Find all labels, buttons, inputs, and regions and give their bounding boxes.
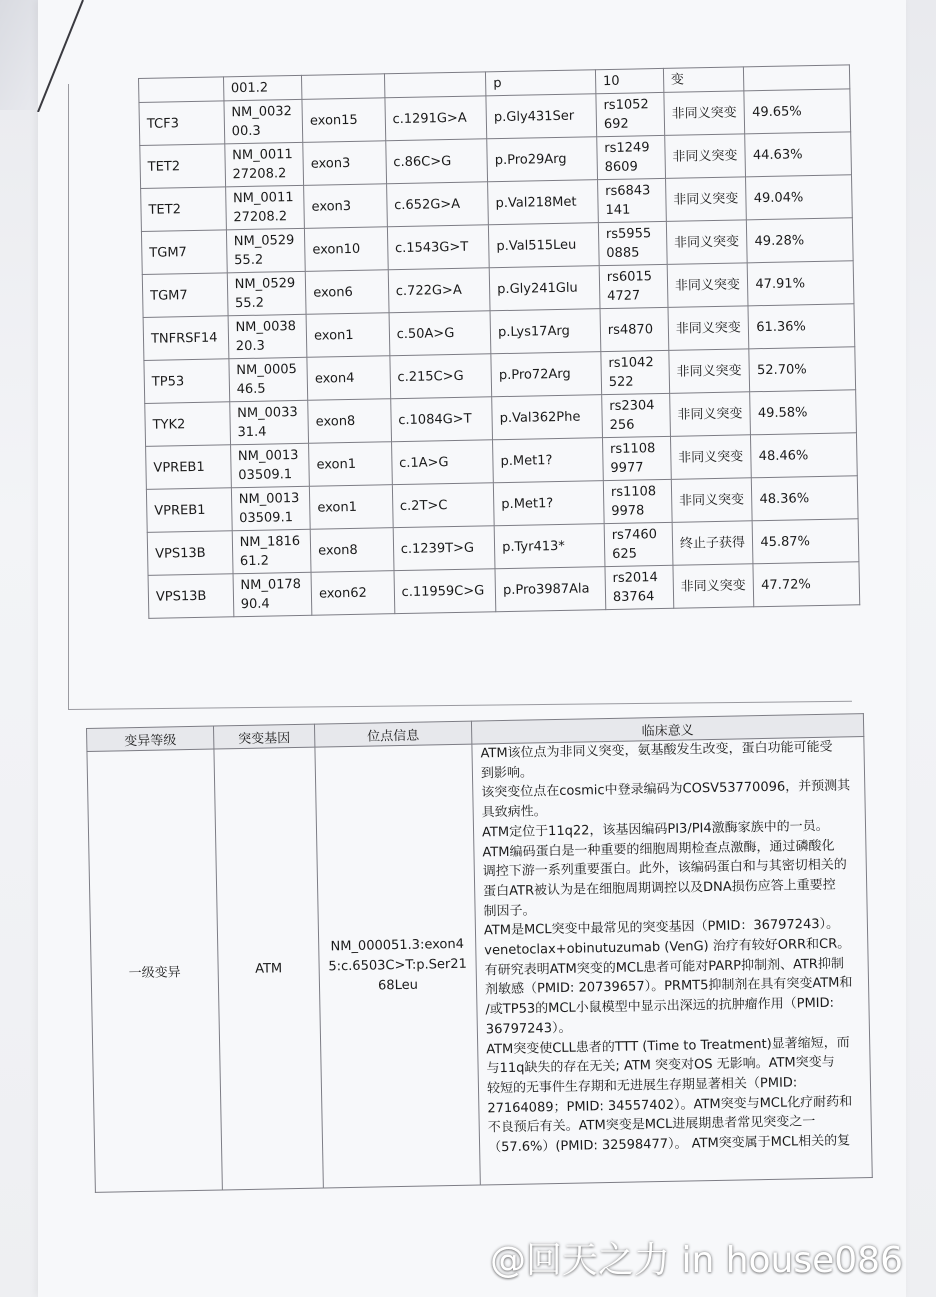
significance-line: 剂敏感（PMID: 20739657）。PRMT5抑制剂在具有突变ATM和 (484, 975, 853, 998)
significance-line: ATM定位于11q22，该基因编码PI3/PI4激酶家族中的一员。 (481, 818, 829, 841)
variant-frequency-cell: 45.87% (752, 519, 858, 564)
significance-line: 36797243）。 (485, 1020, 572, 1038)
variant-rsid-cell: rs59550885 (598, 221, 667, 265)
variant-gene-cell: VPREB1 (146, 445, 231, 490)
variant-frequency-cell: 52.70% (749, 347, 855, 392)
variant-hgvs-c-cell: c.1239T>G (393, 526, 495, 571)
variant-rsid-cell: rs1042522 (601, 350, 670, 394)
variant-type-cell: 非同义突变 (667, 263, 748, 308)
variant-transcript-cell: NM_052955.2 (226, 228, 305, 272)
variant-hgvs-p-cell: p.Lys17Arg (490, 309, 601, 354)
variant-exon-cell: exon8 (310, 528, 393, 573)
significance-line: 与11q缺失的存在无关; ATM 突变对OS 无影响。ATM突变与 (486, 1054, 835, 1077)
variant-hgvs-p-cell: p.Val362Phe (492, 395, 603, 440)
variant-gene-cell: TYK2 (145, 402, 230, 447)
variant-rsid-cell: rs1052692 (596, 92, 665, 136)
variant-type-cell: 非同义突变 (668, 306, 749, 351)
variant-hgvs-p-cell: p.Val515Leu (488, 223, 599, 268)
watermark: @回天之力 in house086 (490, 1240, 903, 1281)
site-info-cell (315, 744, 480, 1188)
variant-hgvs-c-cell: c.11959C>G (394, 569, 496, 614)
clinical-significance-table (86, 713, 873, 1193)
variant-hgvs-c-cell (384, 72, 486, 98)
variant-hgvs-c-cell: c.652G>A (386, 182, 488, 227)
significance-line: ATM突变使CLL患者的TTT (Time to Treatment)显著缩短，而 (486, 1034, 850, 1057)
variant-frequency-cell: 47.91% (748, 261, 854, 306)
variant-frequency-cell: 49.65% (744, 89, 850, 134)
variant-gene-cell: TET2 (141, 187, 226, 232)
variant-frequency-cell: 49.58% (750, 390, 856, 435)
variant-type-cell: 非同义突变 (665, 177, 746, 222)
significance-line: 较短的无事件生存期和无进展生存期显著相关（PMID: (486, 1075, 798, 1097)
variant-gene-cell: TGM7 (142, 273, 227, 318)
variant-exon-cell: exon4 (307, 356, 390, 401)
variant-hgvs-p-cell: p.Pro72Arg (491, 352, 602, 397)
significance-line: 制因子。 (483, 903, 536, 920)
variant-hgvs-c-cell: c.1291G>A (385, 96, 487, 141)
header-clinical-significance: 临床意义 (471, 714, 863, 745)
variant-gene-cell: TP53 (144, 359, 229, 404)
variant-frequency-cell: 49.04% (746, 175, 852, 220)
page-fold (0, 0, 86, 112)
variant-transcript-cell: NM_017890.4 (233, 572, 312, 616)
variant-gene-cell: TCF3 (139, 101, 224, 146)
variant-type-cell: 变 (663, 67, 744, 93)
variant-exon-cell: exon1 (306, 313, 389, 358)
variant-gene-cell: TNFRSF14 (143, 316, 228, 361)
variant-level-cell: 一级变异 (87, 749, 222, 1192)
variant-exon-cell: exon62 (311, 571, 394, 616)
variant-gene-cell: TET2 (140, 144, 225, 189)
variant-gene-cell: VPS13B (148, 574, 233, 619)
significance-line: 具致病性。 (481, 804, 547, 821)
variant-transcript-cell: NM_003331.4 (229, 400, 308, 444)
variant-rsid-cell: rs6843141 (597, 178, 666, 222)
variant-frequency-cell: 49.28% (747, 218, 853, 263)
significance-line: 不良预后有关。ATM突变是MCL进展期患者常见突变之一 (487, 1114, 816, 1136)
variant-type-cell: 非同义突变 (669, 392, 750, 437)
variant-hgvs-p-cell: p.Met1? (493, 438, 604, 483)
site-info-text: NM_000051.3:exon45:c.6503C>T:p.Ser2168Leu (328, 936, 467, 994)
variant-frequency-cell: 48.46% (751, 433, 857, 478)
variant-frequency-cell: 48.36% (752, 476, 858, 521)
clinical-row (87, 737, 872, 1193)
variant-hgvs-p-cell: p.Gly241Glu (489, 266, 600, 311)
variant-rsid-cell: 10 (595, 68, 663, 93)
variant-rsid-cell: rs4870 (600, 307, 669, 351)
gene-cell: ATM (214, 747, 323, 1190)
variant-rsid-cell: rs60154727 (599, 264, 668, 308)
variant-type-cell: 非同义突变 (664, 91, 745, 136)
variant-transcript-cell: NM_001303509.1 (231, 486, 310, 530)
variant-hgvs-p-cell: p.Pro29Arg (487, 137, 598, 182)
variant-transcript-cell: NM_052955.2 (227, 271, 306, 315)
significance-line: ATM该位点为非同义突变，氨基酸发生改变，蛋白功能可能受 (480, 739, 833, 762)
significance-line: 该突变位点在cosmic中登录编码为COSV53770096，并预测其 (481, 778, 851, 801)
variant-transcript-cell: NM_000546.5 (229, 357, 308, 401)
variant-frequency-cell: 44.63% (745, 132, 851, 177)
significance-line: ATM编码蛋白是一种重要的细胞周期检查点激酶，通过磷酸化 (482, 838, 835, 860)
variant-transcript-cell: NM_001127208.2 (224, 142, 303, 186)
variant-exon-cell: exon3 (303, 141, 386, 186)
variant-exon-cell: exon15 (302, 98, 385, 143)
variant-hgvs-p-cell: p.Pro3987Ala (495, 567, 606, 612)
variant-hgvs-c-cell: c.86C>G (385, 139, 487, 184)
variant-exon-cell: exon6 (305, 270, 388, 315)
variant-rsid-cell: rs11089978 (603, 479, 672, 523)
clinical-significance-cell (472, 737, 872, 1185)
header-site-info: 位点信息 (314, 721, 471, 747)
variant-exon-cell: exon8 (308, 399, 391, 444)
variant-transcript-cell: NM_001127208.2 (225, 185, 304, 229)
significance-line: 调控下游一系列重要蛋白。此外，该编码蛋白和与其密切相关的 (482, 857, 847, 880)
significance-line: 有研究表明ATM突变的MCL患者可能对PARP抑制剂、ATR抑制 (484, 956, 845, 979)
variant-hgvs-p-cell: p.Met1? (493, 481, 604, 526)
variant-exon-cell: exon3 (304, 184, 387, 229)
variant-gene-cell: TGM7 (141, 230, 226, 275)
variant-hgvs-p-cell: p (486, 70, 596, 96)
significance-line: venetoclax+obinutuzumab (VenG) 治疗有较好ORR和CR。 (484, 936, 851, 959)
variant-type-cell: 非同义突变 (670, 435, 751, 480)
variant-rsid-cell: rs7460625 (604, 522, 673, 566)
variant-hgvs-c-cell: c.1543G>T (387, 225, 489, 270)
variant-type-cell: 终止子获得 (672, 521, 753, 566)
variant-transcript-cell: NM_181661.2 (232, 529, 311, 573)
variant-rsid-cell: rs201483764 (605, 565, 674, 609)
variant-rsid-cell: rs12498609 (597, 135, 666, 179)
variant-gene-cell: VPREB1 (146, 488, 231, 533)
variant-hgvs-c-cell: c.722G>A (388, 268, 490, 313)
variant-hgvs-p-cell: p.Val218Met (488, 180, 599, 225)
variant-hgvs-c-cell: c.50A>G (389, 311, 491, 356)
variant-rsid-cell: rs11089977 (602, 436, 671, 480)
variant-gene-cell: VPS13B (147, 531, 232, 576)
significance-line: 27164089；PMID: 34557402）。ATM突变与MCL化疗耐药和 (487, 1094, 853, 1117)
header-variant-level: 变异等级 (87, 726, 214, 751)
variant-exon-cell: exon1 (309, 485, 392, 530)
variant-hgvs-c-cell: c.1A>G (391, 440, 493, 485)
frame-left-line (68, 84, 69, 710)
variant-gene-cell (139, 77, 224, 103)
variant-hgvs-c-cell: c.215C>G (390, 354, 492, 399)
variant-type-cell: 非同义突变 (669, 349, 750, 394)
variant-type-cell: 非同义突变 (666, 220, 747, 265)
variant-transcript-cell: NM_003200.3 (224, 99, 303, 143)
significance-line: 蛋白ATR被认为是在细胞周期调控以及DNA损伤应答上重要控 (483, 877, 836, 900)
variant-transcript-cell: NM_001303509.1 (230, 443, 309, 487)
variant-type-cell: 非同义突变 (671, 478, 752, 523)
variant-type-cell: 非同义突变 (673, 564, 754, 609)
variant-table-body (139, 65, 860, 619)
significance-line: （57.6%）(PMID: 32598477）。 ATM突变属于MCL相关的复 (487, 1133, 851, 1156)
variant-frequency-cell (744, 65, 850, 91)
variant-hgvs-c-cell: c.2T>C (392, 483, 494, 528)
variant-frequency-cell: 47.72% (753, 562, 859, 607)
variant-table (138, 64, 860, 619)
variant-transcript-cell: 001.2 (223, 75, 302, 101)
significance-line: /或TP53的MCL小鼠模型中显示出深远的抗肿瘤作用（PMID: (485, 995, 835, 1018)
variant-rsid-cell: rs2304256 (602, 393, 671, 437)
variant-transcript-cell: NM_003820.3 (228, 314, 307, 358)
significance-line: ATM是MCL突变中最常见的突变基因（PMID：36797243）。 (483, 916, 840, 939)
variant-hgvs-p-cell: p.Tyr413* (494, 524, 605, 569)
variant-frequency-cell: 61.36% (748, 304, 854, 349)
variant-type-cell: 非同义突变 (665, 134, 746, 179)
significance-line: 到影响。 (480, 765, 534, 782)
variant-hgvs-c-cell: c.1084G>T (390, 397, 492, 442)
header-mutated-gene: 突变基因 (213, 724, 314, 749)
variant-exon-cell (302, 74, 385, 100)
variant-exon-cell: exon1 (309, 442, 392, 487)
variant-hgvs-p-cell: p.Gly431Ser (486, 94, 597, 139)
variant-exon-cell: exon10 (305, 227, 388, 272)
